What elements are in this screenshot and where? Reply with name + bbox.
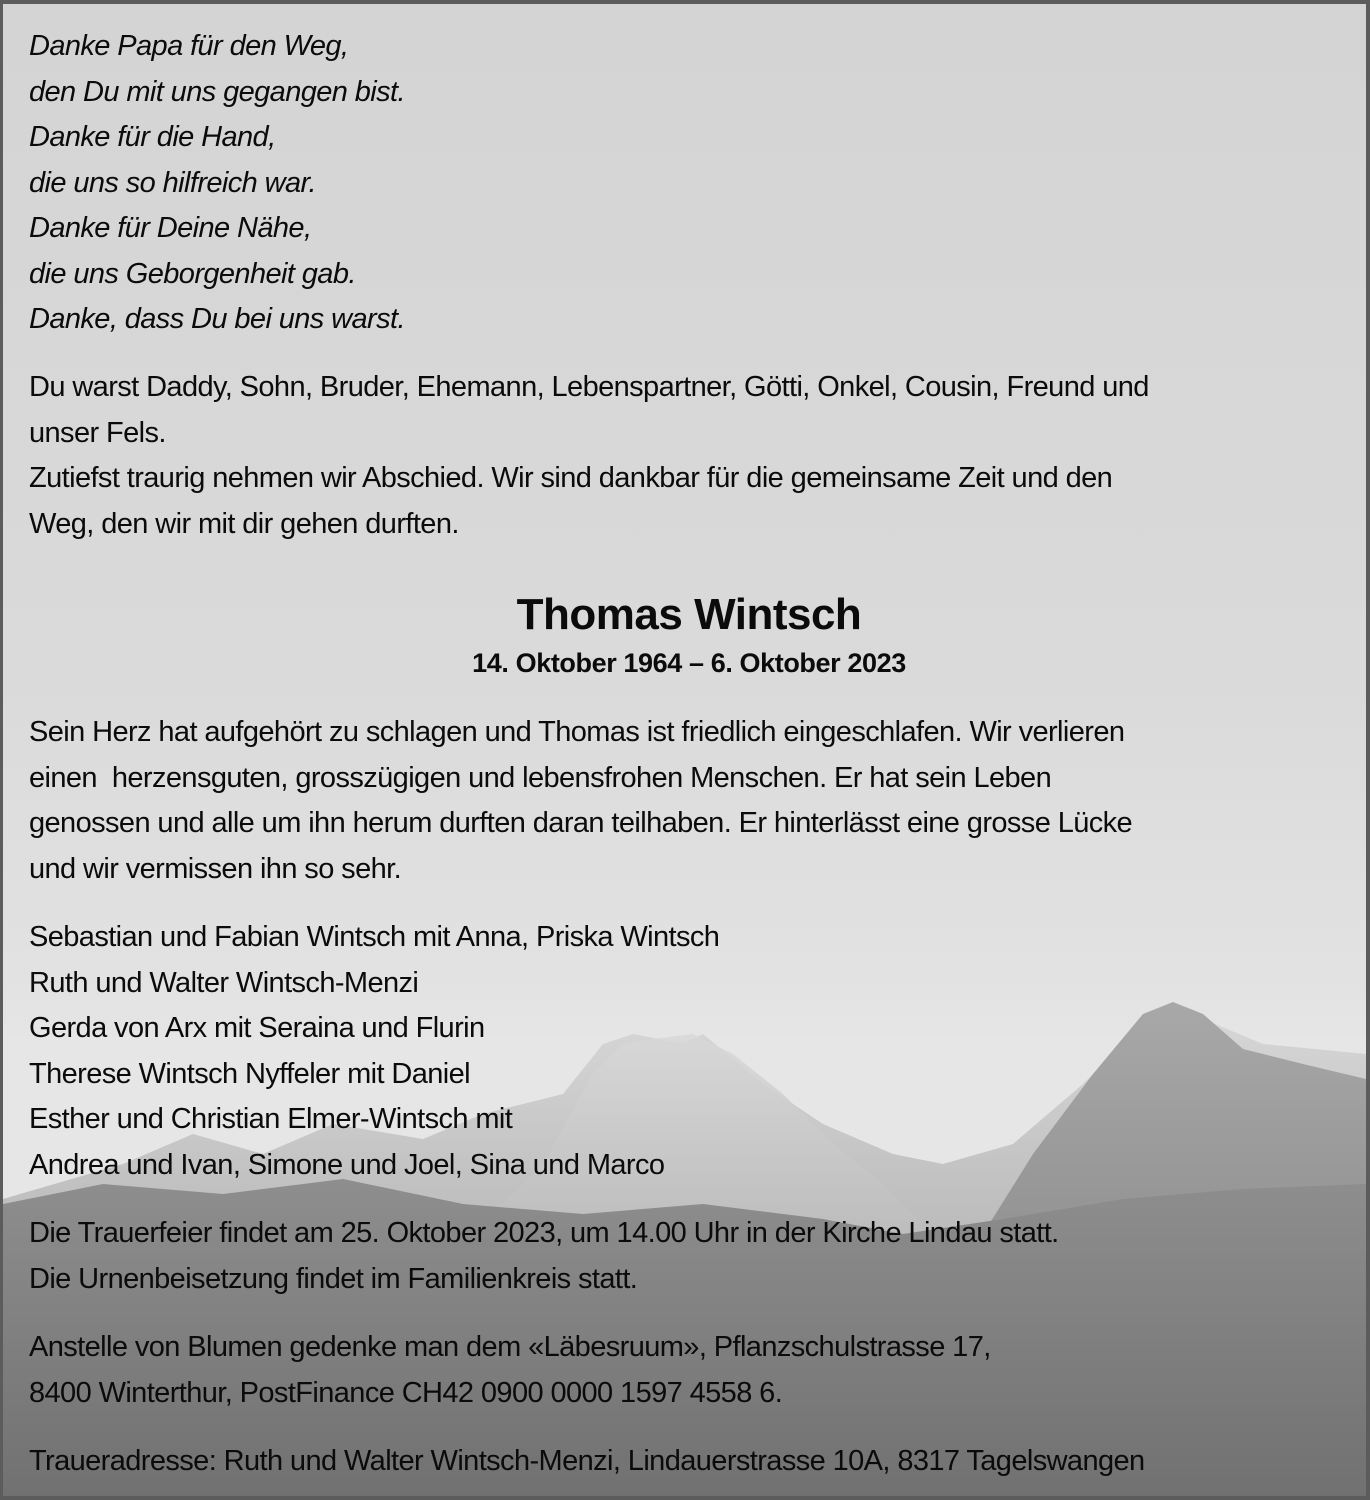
tribute-line: genossen und alle um ihn herum durften daran teilhaben. Er hinterlässt eine grosse Lücke <box>29 807 1133 839</box>
deceased-name: Thomas Wintsch <box>516 590 862 639</box>
intro-line: Zutiefst traurig nehmen wir Abschied. Wir sind dankbar für die gemeinsame Zeit und den <box>29 462 1113 494</box>
tribute-line: und wir vermissen ihn so sehr. <box>29 853 402 885</box>
mourner-line: Ruth und Walter Wintsch-Menzi <box>29 967 419 999</box>
tribute-line: Sein Herz hat aufgehört zu schlagen und Thomas ist friedlich eingeschlafen. Wir verlieren <box>29 716 1125 748</box>
poem-line: den Du mit uns gegangen bist. <box>29 76 405 108</box>
mourner-line: Esther und Christian Elmer-Wintsch mit <box>29 1103 513 1135</box>
obituary-card <box>3 4 1366 1496</box>
poem-line: Danke für die Hand, <box>29 121 276 153</box>
mourner-line: Sebastian und Fabian Wintsch mit Anna, Priska Wintsch <box>29 921 720 953</box>
poem-line: Danke Papa für den Weg, <box>29 30 349 62</box>
tribute-line: einen herzensguten, grosszügigen und lebensfrohen Menschen. Er hat sein Leben <box>29 762 1052 794</box>
mourner-line: Therese Wintsch Nyffeler mit Daniel <box>29 1058 471 1090</box>
poem-line: die uns Geborgenheit gab. <box>29 258 356 290</box>
service-line: Die Urnenbeisetzung findet im Familienkreis statt. <box>29 1263 638 1295</box>
mourning-address: Traueradresse: Ruth und Walter Wintsch-Menzi, Lindauerstrasse 10A, 8317 Tagelswangen <box>29 1445 1145 1477</box>
poem-line: die uns so hilfreich war. <box>29 167 316 199</box>
donation-line: Anstelle von Blumen gedenke man dem «Läbesruum», Pflanzschulstrasse 17, <box>29 1331 991 1363</box>
intro-line: unser Fels. <box>29 417 166 449</box>
intro-line: Weg, den wir mit dir gehen durften. <box>29 508 459 540</box>
mourner-line: Andrea und Ivan, Simone und Joel, Sina und Marco <box>29 1149 665 1181</box>
intro-line: Du warst Daddy, Sohn, Bruder, Ehemann, Lebenspartner, Götti, Onkel, Cousin, Freund und <box>29 371 1149 403</box>
poem-line: Danke, dass Du bei uns warst. <box>29 303 405 335</box>
donation-line: 8400 Winterthur, PostFinance CH42 0900 0000 1597 4558 6. <box>29 1377 783 1409</box>
mourner-line: Gerda von Arx mit Seraina und Flurin <box>29 1012 485 1044</box>
life-dates: 14. Oktober 1964 – 6. Oktober 2023 <box>472 648 906 678</box>
poem-line: Danke für Deine Nähe, <box>29 212 312 244</box>
service-line: Die Trauerfeier findet am 25. Oktober 2023, um 14.00 Uhr in der Kirche Lindau statt. <box>29 1217 1059 1249</box>
